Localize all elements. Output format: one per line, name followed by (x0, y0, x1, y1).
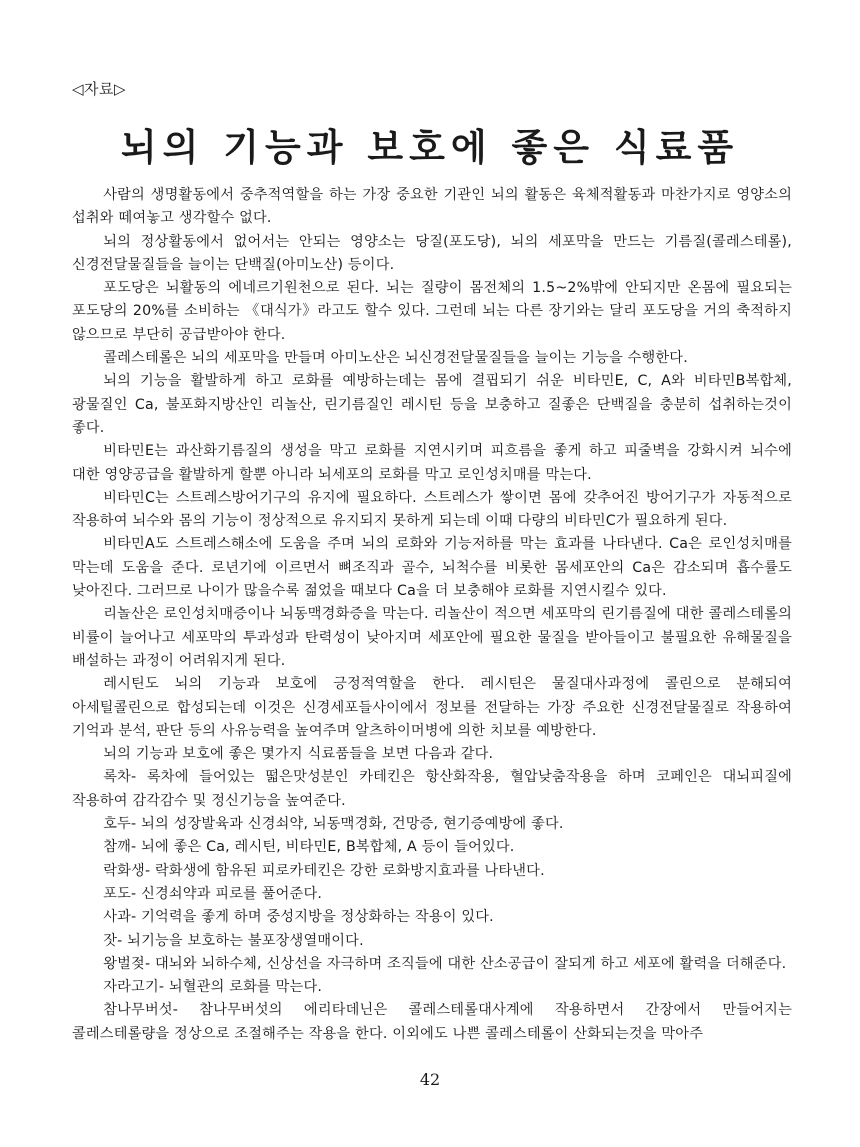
paragraph: 왕벌젖- 대뇌와 뇌하수체, 신상선을 자극하며 조직들에 대한 산소공급이 잘되게 하고 세포에 활력을 더해준다. (103, 955, 787, 972)
paragraph: 락화생- 락화생에 함유된 피로카테킨은 강한 로화방지효과를 나타낸다. (103, 862, 545, 879)
paragraph: 비타민C는 스트레스방어기구의 유지에 필요하다. 스트레스가 쌓이면 몸에 갖추어진 방어기구가 자동적으로 작용하여 뇌수와 몸의 기능이 정상적으로 유지되지 못하게 되는데 이때 다량의 비타민C가 필요하게 된다. (72, 489, 792, 530)
paragraph: 사람의 생명활동에서 중추적역할을 하는 가장 중요한 기관인 뇌의 활동은 육체적활동과 마찬가지로 영양소의 섭취와 떼여놓고 생각할수 없다. (72, 187, 792, 227)
paragraph: 콜레스테롤은 뇌의 세포막을 만들며 아미노산은 뇌신경전달물질들을 늘이는 기능을 수행한다. (103, 350, 688, 367)
page-title: 뇌의 기능과 보호에 좋은 식료품 (120, 126, 740, 169)
paragraph: 비타민E는 과산화기름질의 생성을 막고 로화를 지연시키며 피흐름을 좋게 하고 피줄벽을 강화시켜 뇌수에 대한 영양공급을 활발하게 할뿐 아니라 뇌세포의 로화를 막고 로인성치매를 막는다. (72, 443, 792, 483)
paragraph: 포도당은 뇌활동의 에네르기원천으로 된다. 뇌는 질량이 몸전체의 1.5~2%밖에 안되지만 온몸에 필요되는 포도당의 20%를 소비하는 《대식가》라고도 할수 있다. 그런데 뇌는 다른 장기와는 달리 포도당을 거의 축적하지 않으므로 부단히 공급받아야 한다. (72, 280, 792, 343)
paragraph: 참나무버섯- 참나무버섯의 에리타데닌은 콜레스테롤대사계에 작용하면서 간장에서 만들어지는 콜레스테롤량을 정상으로 조절해주는 작용을 한다. 이외에도 나쁜 콜레스테롤이 산화되는것을 막아주 (72, 1002, 792, 1042)
article-body (72, 184, 792, 1046)
paragraph: 리놀산은 로인성치매증이나 뇌동맥경화증을 막는다. 리놀산이 적으면 세포막의 린기름질에 대한 콜레스테롤의 비률이 늘어나고 세포막의 투과성과 탄력성이 낮아지며 세포안에 필요한 물질을 받아들이고 불필요한 유해물질을 배설하는 과정이 어려워지게 된다. (72, 606, 792, 669)
page-number: 42 (419, 1070, 441, 1089)
section-label: ◁자료▷ (72, 80, 127, 98)
paragraph: 자라고기- 뇌혈관의 로화를 막는다. (103, 979, 323, 996)
paragraph: 뇌의 기능과 보호에 좋은 몇가지 식료품들을 보면 다음과 같다. (103, 746, 494, 763)
paragraph: 참깨- 뇌에 좋은 Ca, 레시틴, 비타민E, B복합체, A 등이 들어있다. (103, 839, 515, 856)
paragraph: 뇌의 정상활동에서 없어서는 안되는 영양소는 당질(포도당), 뇌의 세포막을 만드는 기름질(콜레스테롤), 신경전달물질들을 늘이는 단백질(아미노산) 등이다. (72, 233, 792, 273)
paragraph: 레시틴도 뇌의 기능과 보호에 긍정적역할을 한다. 레시틴은 물질대사과정에 콜린으로 분해되여 아세틸콜린으로 합성되는데 이것은 신경세포들사이에서 정보를 전달하는 가장 주요한 신경전달물질로 작용하여 기억과 분석, 판단 등의 사유능력을 높여주며 알츠하이머병에 의한 치보를 예방한다. (72, 676, 792, 739)
paragraph: 사과- 기억력을 좋게 하며 중성지방을 정상화하는 작용이 있다. (103, 909, 494, 926)
paragraph: 뇌의 기능을 활발하게 하고 로화를 예방하는데는 몸에 결핍되기 쉬운 비타민E, C, A와 비타민B복합체, 광물질인 Ca, 불포화지방산인 리놀산, 린기름질인 레시틴 등을 보충하고 질좋은 단백질을 충분히 섭취하는것이 좋다. (72, 373, 792, 436)
paragraph: 록차- 록차에 들어있는 떫은맛성분인 카테킨은 항산화작용, 혈압낮춤작용을 하며 코페인은 대뇌피질에 작용하여 감각감수 및 정신기능을 높여준다. (72, 769, 792, 809)
paragraph: 호두- 뇌의 성장발육과 신경쇠약, 뇌동맥경화, 건망증, 현기증예방에 좋다. (103, 816, 564, 833)
paragraph: 포도- 신경쇠약과 피로를 풀어준다. (103, 885, 323, 902)
paragraph: 비타민A도 스트레스해소에 도움을 주며 뇌의 로화와 기능저하를 막는 효과를 나타낸다. Ca은 로인성치매를 막는데 도움을 준다. 로년기에 이르면서 뼈조직과 골수, 뇌척수를 비롯한 몸세포안의 Ca은 감소되며 흡수률도 낮아진다. 그러므로 나이가 많을수록 젊었을 때보다 Ca을 더 보충해야 로화를 지연시킬수 있다. (72, 536, 792, 600)
paragraph: 잣- 뇌기능을 보호하는 불포장생열매이다. (103, 932, 364, 949)
